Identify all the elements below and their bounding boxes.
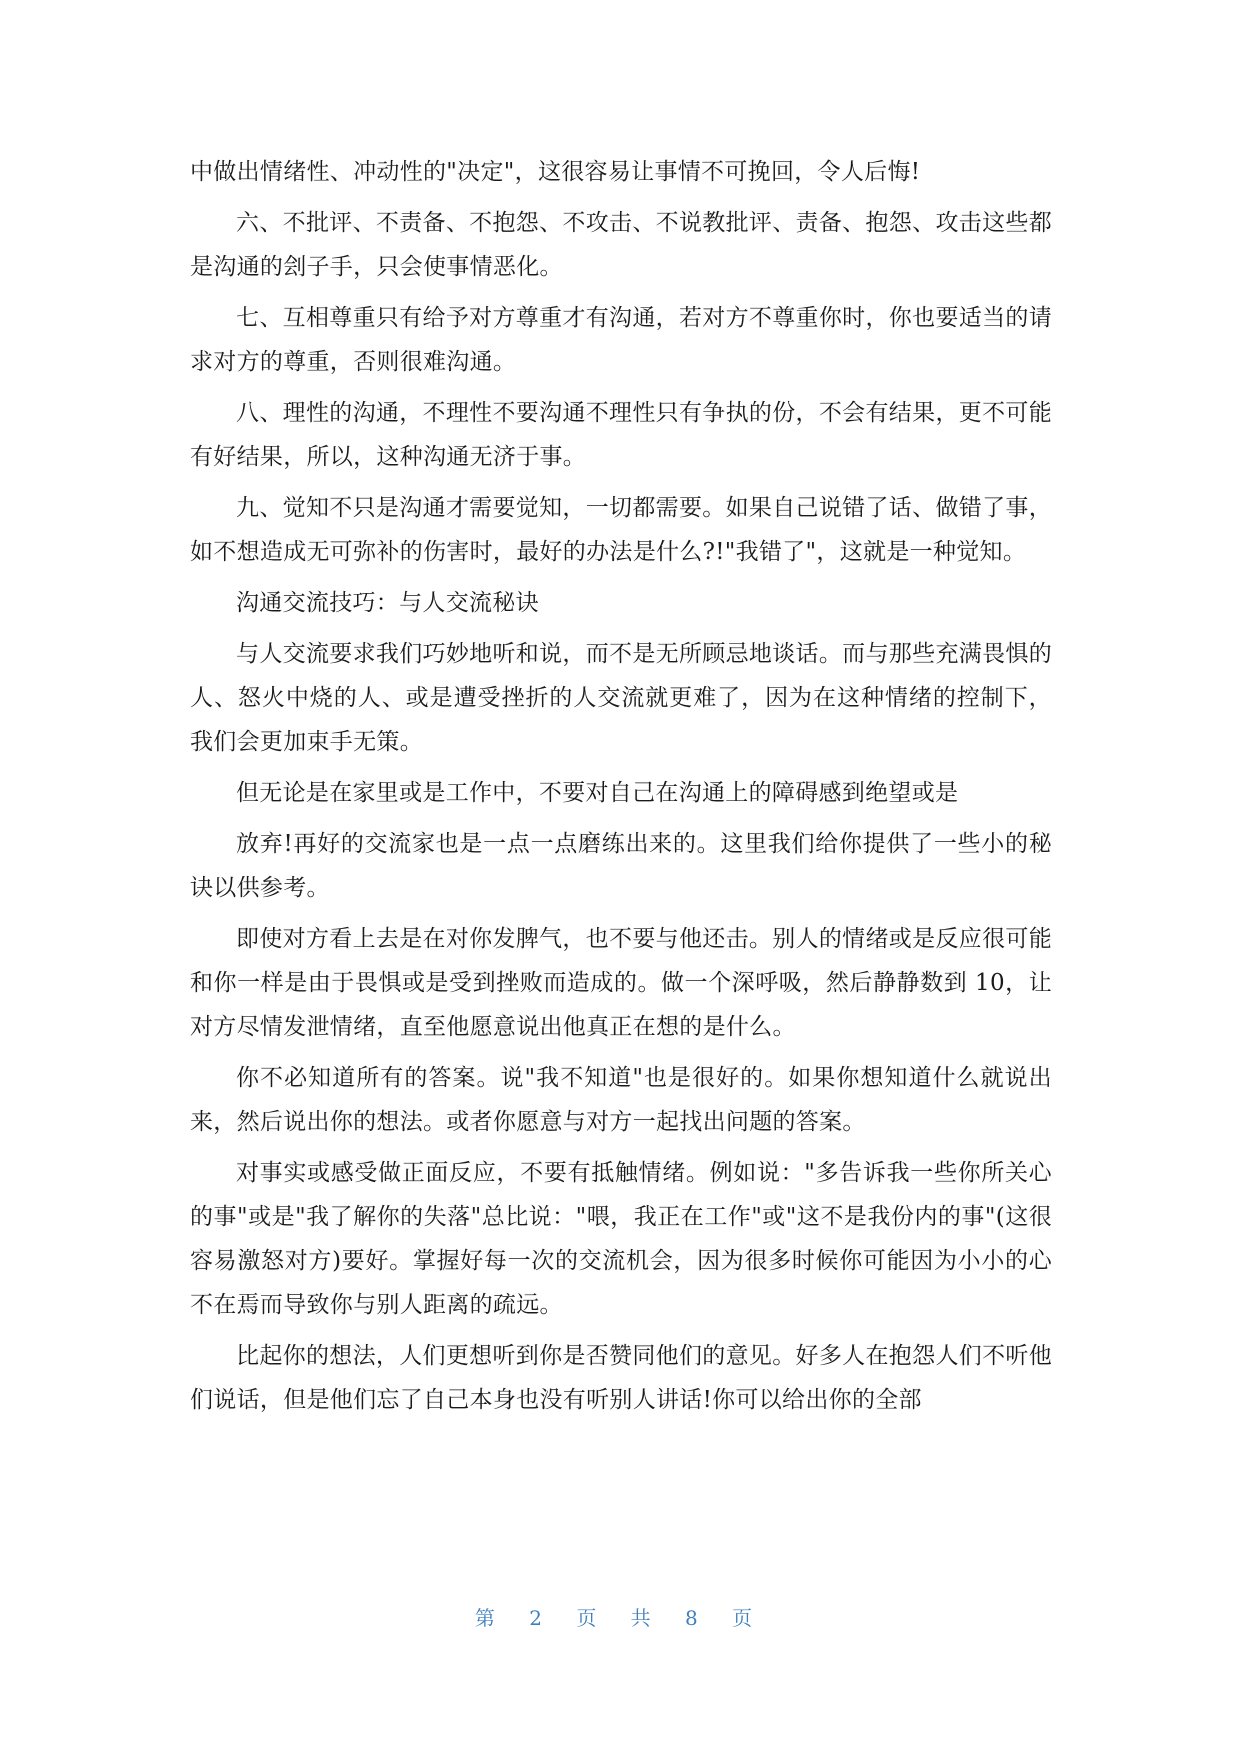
- paragraph-8: 但无论是在家里或是工作中，不要对自己在沟通上的障碍感到绝望或是: [236, 780, 959, 806]
- paragraph-10: 即使对方看上去是在对你发脾气，也不要与他还击。别人的情绪或是反应很可能和你一样是由于畏惧或是受到挫败而造成的。做一个深呼吸，然后静静数到 10，让对方尽情发泄情绪，直至他愿意说出他真正在想的是什么。: [190, 926, 1052, 1040]
- paragraph-9: 放弃!再好的交流家也是一点一点磨练出来的。这里我们给你提供了一些小的秘诀以供参考。: [190, 831, 1052, 901]
- paragraph-1: 中做出情绪性、冲动性的"决定"，这很容易让事情不可挽回，令人后悔!: [190, 159, 921, 185]
- paragraph-12: 对事实或感受做正面反应，不要有抵触情绪。例如说："多告诉我一些你所关心的事"或是"我了解你的失落"总比说："喂，我正在工作"或"这不是我份内的事"(这很容易激怒对方)要好。掌握好每一次的交流机会，因为很多时候你可能因为小小的心不在焉而导致你与别人距离的疏远。: [190, 1160, 1052, 1318]
- paragraph-11: 你不必知道所有的答案。说"我不知道"也是很好的。如果你想知道什么就说出来，然后说出你的想法。或者你愿意与对方一起找出问题的答案。: [190, 1065, 1052, 1135]
- document-body: [190, 150, 1052, 1429]
- paragraph-2: 六、不批评、不责备、不抱怨、不攻击、不说教批评、责备、抱怨、攻击这些都是沟通的刽子手，只会使事情恶化。: [190, 210, 1052, 280]
- paragraph-5: 九、觉知不只是沟通才需要觉知，一切都需要。如果自己说错了话、做错了事，如不想造成无可弥补的伤害时，最好的办法是什么?!"我错了"，这就是一种觉知。: [190, 495, 1052, 565]
- paragraph-7: 与人交流要求我们巧妙地听和说，而不是无所顾忌地谈话。而与那些充满畏惧的人、怒火中烧的人、或是遭受挫折的人交流就更难了，因为在这种情绪的控制下，我们会更加束手无策。: [190, 641, 1052, 755]
- section-heading: 沟通交流技巧：与人交流秘诀: [236, 590, 539, 616]
- paragraph-3: 七、互相尊重只有给予对方尊重才有沟通，若对方不尊重你时，你也要适当的请求对方的尊重，否则很难沟通。: [190, 305, 1052, 375]
- paragraph-4: 八、理性的沟通，不理性不要沟通不理性只有争执的份，不会有结果，更不可能有好结果，所以，这种沟通无济于事。: [190, 400, 1052, 470]
- page-number-footer: 第 2 页 共 8 页: [474, 1606, 767, 1630]
- paragraph-13: 比起你的想法，人们更想听到你是否赞同他们的意见。好多人在抱怨人们不听他们说话，但是他们忘了自己本身也没有听别人讲话!你可以给出你的全部: [190, 1343, 1052, 1413]
